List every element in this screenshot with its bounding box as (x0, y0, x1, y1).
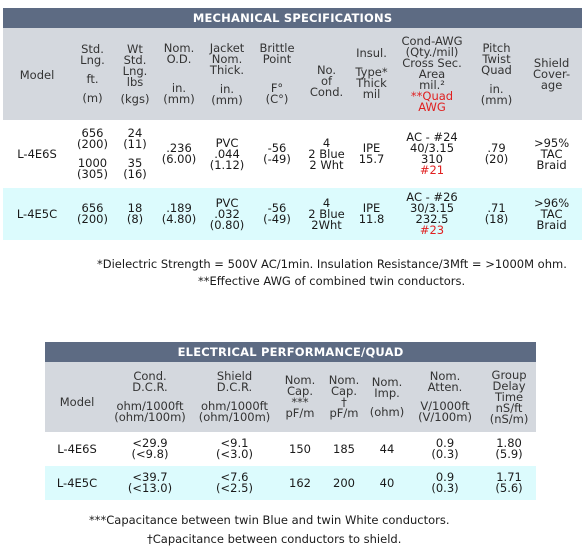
mech-note-awg: **Effective AWG of combined twin conductors. (198, 274, 466, 288)
cell-delay: 1.71 (5.6) (482, 466, 536, 500)
hdr-jacket: Jacket Nom. Thick. in. (mm) (202, 28, 252, 120)
cell-shield: >95% TAC Braid (521, 120, 582, 188)
cell-shield: >96% TAC Braid (521, 188, 582, 240)
hdr-cond-count: No. of Cond. (302, 28, 351, 120)
table-row (3, 188, 582, 240)
cell-jacket: PVC .044 (1.12) (202, 120, 252, 188)
hdr-pitch: Pitch Twist Quad in. (mm) (472, 28, 521, 120)
elec-note-cap-shield: †Capacitance between conductors to shield. (147, 532, 402, 546)
cell-cap-twin: 150 (278, 432, 322, 466)
cell-cond-dcr: <29.9 (<9.8) (109, 432, 191, 466)
hdr-model: Model (45, 362, 109, 432)
hdr-delay: Group Delay Time nS/ft (nS/m) (482, 362, 536, 432)
cell-atten: 0.9 (0.3) (408, 466, 482, 500)
hdr-cond-awg: Cond-AWG (Qty./mil) Cross Sec. Area mil.² **Quad AWG (392, 28, 472, 120)
mech-title: MECHANICAL SPECIFICATIONS (3, 8, 582, 28)
hdr-weight: Wt Std. Lng. lbs (kgs) (114, 28, 156, 120)
cell-cond-awg: AC - #24 40/3.15 310 #21 (392, 120, 472, 188)
cell-weight: 18 (8) (114, 188, 156, 240)
cell-cond-dcr: <39.7 (<13.0) (109, 466, 191, 500)
table-row (45, 466, 536, 500)
cell-cond-count: 4 2 Blue 2Wht (302, 188, 351, 240)
row-model: L-4E5C (45, 466, 109, 500)
mech-note-dielectric: *Dielectric Strength = 500V AC/1min. Insulation Resistance/3Mft = >1000M ohm. (97, 257, 567, 271)
hdr-shield-dcr: Shield D.C.R. ohm/1000ft (ohm/100m) (191, 362, 278, 432)
cell-cap-twin: 162 (278, 466, 322, 500)
cell-insul: IPE 11.8 (351, 188, 392, 240)
cell-shield-dcr: <7.6 (<2.5) (191, 466, 278, 500)
cell-od: .189 (4.80) (156, 188, 202, 240)
hdr-od: Nom. O.D. in. (mm) (156, 28, 202, 120)
cell-brittle: -56 (-49) (252, 120, 302, 188)
cell-pitch: .71 (18) (472, 188, 521, 240)
mechanical-specs-table (3, 8, 582, 240)
hdr-shield: Shield Cover- age (521, 28, 582, 120)
cell-insul: IPE 15.7 (351, 120, 392, 188)
cell-cond-awg: AC - #26 30/3.15 232.5 #23 (392, 188, 472, 240)
hdr-insul: Insul. Type* Thick mil (351, 28, 392, 120)
elec-title: ELECTRICAL PERFORMANCE/QUAD (45, 342, 536, 362)
cell-std-lng: 656 (200) 1000 (305) (71, 120, 114, 188)
cell-pitch: .79 (20) (472, 120, 521, 188)
hdr-std-lng: Std. Lng. ft. (m) (71, 28, 114, 120)
cell-jacket: PVC .032 (0.80) (202, 188, 252, 240)
elec-note-cap-twin: ***Capacitance between twin Blue and twin White conductors. (89, 513, 450, 527)
row-model: L-4E6S (3, 120, 71, 188)
hdr-model: Model (3, 28, 71, 120)
cell-brittle: -56 (-49) (252, 188, 302, 240)
cell-cap-shield: 200 (322, 466, 366, 500)
hdr-cond-dcr: Cond. D.C.R. ohm/1000ft (ohm/100m) (109, 362, 191, 432)
hdr-cap-twin: Nom. Cap. *** pF/m (278, 362, 322, 432)
cell-weight: 24 (11) 35 (16) (114, 120, 156, 188)
cell-shield-dcr: <9.1 (<3.0) (191, 432, 278, 466)
cell-cond-count: 4 2 Blue 2 Wht (302, 120, 351, 188)
row-model: L-4E6S (45, 432, 109, 466)
hdr-brittle: Brittle Point F° (C°) (252, 28, 302, 120)
hdr-cap-shield: Nom. Cap. † pF/m (322, 362, 366, 432)
cell-imp: 40 (366, 466, 408, 500)
hdr-atten: Nom. Atten. V/1000ft (V/100m) (408, 362, 482, 432)
row-model: L-4E5C (3, 188, 71, 240)
table-row (3, 120, 582, 188)
table-row (45, 432, 536, 466)
cell-std-lng: 656 (200) (71, 188, 114, 240)
hdr-imp: Nom. Imp. (ohm) (366, 362, 408, 432)
cell-delay: 1.80 (5.9) (482, 432, 536, 466)
electrical-performance-table (45, 342, 536, 500)
cell-cap-shield: 185 (322, 432, 366, 466)
cell-imp: 44 (366, 432, 408, 466)
cell-atten: 0.9 (0.3) (408, 432, 482, 466)
cell-od: .236 (6.00) (156, 120, 202, 188)
